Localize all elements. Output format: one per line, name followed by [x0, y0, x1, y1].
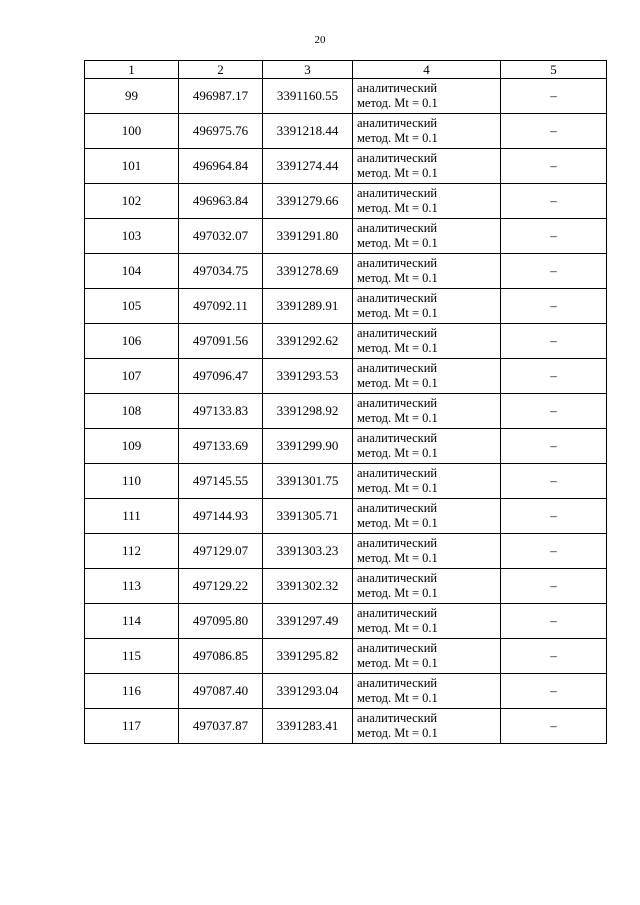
method-line-2: метод. Mt = 0.1	[357, 341, 438, 355]
point-number-cell: 110	[85, 464, 179, 499]
note-cell: –	[501, 709, 607, 744]
y-coordinate-cell: 3391293.04	[263, 674, 353, 709]
table-row	[85, 324, 607, 359]
method-cell	[353, 534, 501, 569]
method-cell	[353, 604, 501, 639]
method-line-1: аналитический	[357, 361, 438, 375]
note-cell: –	[501, 324, 607, 359]
y-coordinate-cell: 3391298.92	[263, 394, 353, 429]
method-line-2: метод. Mt = 0.1	[357, 516, 438, 530]
point-number-cell: 99	[85, 79, 179, 114]
table-row	[85, 289, 607, 324]
table-row	[85, 184, 607, 219]
note-cell: –	[501, 254, 607, 289]
method-line-2: метод. Mt = 0.1	[357, 481, 438, 495]
note-cell: –	[501, 499, 607, 534]
column-header: 4	[353, 61, 501, 79]
note-cell: –	[501, 219, 607, 254]
note-cell: –	[501, 394, 607, 429]
method-line-1: аналитический	[357, 81, 438, 95]
method-line-2: метод. Mt = 0.1	[357, 376, 438, 390]
method-cell	[353, 219, 501, 254]
method-cell	[353, 394, 501, 429]
table-row	[85, 709, 607, 744]
method-line-1: аналитический	[357, 186, 438, 200]
method-line-1: аналитический	[357, 466, 438, 480]
point-number-cell: 101	[85, 149, 179, 184]
method-cell	[353, 79, 501, 114]
method-cell	[353, 289, 501, 324]
table-row	[85, 639, 607, 674]
y-coordinate-cell: 3391289.91	[263, 289, 353, 324]
y-coordinate-cell: 3391297.49	[263, 604, 353, 639]
point-number-cell: 100	[85, 114, 179, 149]
method-line-1: аналитический	[357, 711, 438, 725]
x-coordinate-cell: 497037.87	[179, 709, 263, 744]
column-header: 3	[263, 61, 353, 79]
x-coordinate-cell: 497034.75	[179, 254, 263, 289]
x-coordinate-cell: 497095.80	[179, 604, 263, 639]
point-number-cell: 115	[85, 639, 179, 674]
note-cell: –	[501, 79, 607, 114]
x-coordinate-cell: 497092.11	[179, 289, 263, 324]
method-line-2: метод. Mt = 0.1	[357, 201, 438, 215]
method-line-2: метод. Mt = 0.1	[357, 306, 438, 320]
method-line-2: метод. Mt = 0.1	[357, 411, 438, 425]
method-cell	[353, 359, 501, 394]
note-cell: –	[501, 464, 607, 499]
y-coordinate-cell: 3391293.53	[263, 359, 353, 394]
table-header-row	[85, 61, 607, 79]
method-line-2: метод. Mt = 0.1	[357, 96, 438, 110]
method-cell	[353, 464, 501, 499]
y-coordinate-cell: 3391301.75	[263, 464, 353, 499]
method-line-1: аналитический	[357, 116, 438, 130]
method-line-1: аналитический	[357, 256, 438, 270]
point-number-cell: 107	[85, 359, 179, 394]
method-line-2: метод. Mt = 0.1	[357, 551, 438, 565]
column-header: 2	[179, 61, 263, 79]
y-coordinate-cell: 3391218.44	[263, 114, 353, 149]
method-line-2: метод. Mt = 0.1	[357, 656, 438, 670]
y-coordinate-cell: 3391305.71	[263, 499, 353, 534]
table-row	[85, 464, 607, 499]
note-cell: –	[501, 674, 607, 709]
page-number: 20	[314, 34, 326, 46]
point-number-cell: 111	[85, 499, 179, 534]
x-coordinate-cell: 496963.84	[179, 184, 263, 219]
method-cell	[353, 149, 501, 184]
y-coordinate-cell: 3391160.55	[263, 79, 353, 114]
point-number-cell: 112	[85, 534, 179, 569]
method-cell	[353, 639, 501, 674]
x-coordinate-cell: 496964.84	[179, 149, 263, 184]
note-cell: –	[501, 149, 607, 184]
x-coordinate-cell: 496987.17	[179, 79, 263, 114]
y-coordinate-cell: 3391279.66	[263, 184, 353, 219]
method-line-2: метод. Mt = 0.1	[357, 236, 438, 250]
point-number-cell: 114	[85, 604, 179, 639]
method-cell	[353, 324, 501, 359]
x-coordinate-cell: 497145.55	[179, 464, 263, 499]
x-coordinate-cell: 497133.69	[179, 429, 263, 464]
point-number-cell: 113	[85, 569, 179, 604]
method-cell	[353, 499, 501, 534]
note-cell: –	[501, 289, 607, 324]
table-row	[85, 149, 607, 184]
method-line-1: аналитический	[357, 641, 438, 655]
column-header: 5	[501, 61, 607, 79]
method-line-1: аналитический	[357, 571, 438, 585]
method-cell	[353, 674, 501, 709]
table-body	[85, 79, 607, 744]
table-row	[85, 429, 607, 464]
table-row	[85, 394, 607, 429]
method-cell	[353, 254, 501, 289]
x-coordinate-cell: 497096.47	[179, 359, 263, 394]
method-line-2: метод. Mt = 0.1	[357, 446, 438, 460]
method-line-1: аналитический	[357, 501, 438, 515]
column-header: 1	[85, 61, 179, 79]
y-coordinate-cell: 3391302.32	[263, 569, 353, 604]
method-cell	[353, 709, 501, 744]
method-line-1: аналитический	[357, 291, 438, 305]
table-row	[85, 114, 607, 149]
point-number-cell: 105	[85, 289, 179, 324]
method-line-2: метод. Mt = 0.1	[357, 131, 438, 145]
method-line-1: аналитический	[357, 151, 438, 165]
note-cell: –	[501, 639, 607, 674]
method-line-2: метод. Mt = 0.1	[357, 271, 438, 285]
point-number-cell: 102	[85, 184, 179, 219]
method-line-2: метод. Mt = 0.1	[357, 166, 438, 180]
method-line-1: аналитический	[357, 431, 438, 445]
point-number-cell: 103	[85, 219, 179, 254]
method-line-1: аналитический	[357, 396, 438, 410]
method-cell	[353, 184, 501, 219]
note-cell: –	[501, 429, 607, 464]
table-row	[85, 359, 607, 394]
point-number-cell: 108	[85, 394, 179, 429]
table-row	[85, 604, 607, 639]
method-line-1: аналитический	[357, 326, 438, 340]
coordinates-table	[84, 60, 607, 744]
y-coordinate-cell: 3391303.23	[263, 534, 353, 569]
point-number-cell: 104	[85, 254, 179, 289]
y-coordinate-cell: 3391283.41	[263, 709, 353, 744]
y-coordinate-cell: 3391291.80	[263, 219, 353, 254]
table-row	[85, 534, 607, 569]
method-line-2: метод. Mt = 0.1	[357, 586, 438, 600]
y-coordinate-cell: 3391295.82	[263, 639, 353, 674]
table-row	[85, 674, 607, 709]
note-cell: –	[501, 534, 607, 569]
note-cell: –	[501, 184, 607, 219]
table-row	[85, 499, 607, 534]
x-coordinate-cell: 497129.22	[179, 569, 263, 604]
method-cell	[353, 429, 501, 464]
method-cell	[353, 569, 501, 604]
point-number-cell: 106	[85, 324, 179, 359]
x-coordinate-cell: 497133.83	[179, 394, 263, 429]
y-coordinate-cell: 3391292.62	[263, 324, 353, 359]
method-line-1: аналитический	[357, 676, 438, 690]
point-number-cell: 109	[85, 429, 179, 464]
x-coordinate-cell: 497032.07	[179, 219, 263, 254]
point-number-cell: 116	[85, 674, 179, 709]
note-cell: –	[501, 114, 607, 149]
note-cell: –	[501, 569, 607, 604]
method-line-1: аналитический	[357, 536, 438, 550]
table-row	[85, 219, 607, 254]
x-coordinate-cell: 497129.07	[179, 534, 263, 569]
method-line-2: метод. Mt = 0.1	[357, 691, 438, 705]
y-coordinate-cell: 3391278.69	[263, 254, 353, 289]
point-number-cell: 117	[85, 709, 179, 744]
method-line-1: аналитический	[357, 606, 438, 620]
x-coordinate-cell: 497091.56	[179, 324, 263, 359]
y-coordinate-cell: 3391299.90	[263, 429, 353, 464]
x-coordinate-cell: 497144.93	[179, 499, 263, 534]
x-coordinate-cell: 497086.85	[179, 639, 263, 674]
table-row	[85, 254, 607, 289]
note-cell: –	[501, 604, 607, 639]
x-coordinate-cell: 496975.76	[179, 114, 263, 149]
method-line-2: метод. Mt = 0.1	[357, 621, 438, 635]
table-row	[85, 79, 607, 114]
y-coordinate-cell: 3391274.44	[263, 149, 353, 184]
method-line-2: метод. Mt = 0.1	[357, 726, 438, 740]
table-row	[85, 569, 607, 604]
note-cell: –	[501, 359, 607, 394]
x-coordinate-cell: 497087.40	[179, 674, 263, 709]
method-line-1: аналитический	[357, 221, 438, 235]
method-cell	[353, 114, 501, 149]
